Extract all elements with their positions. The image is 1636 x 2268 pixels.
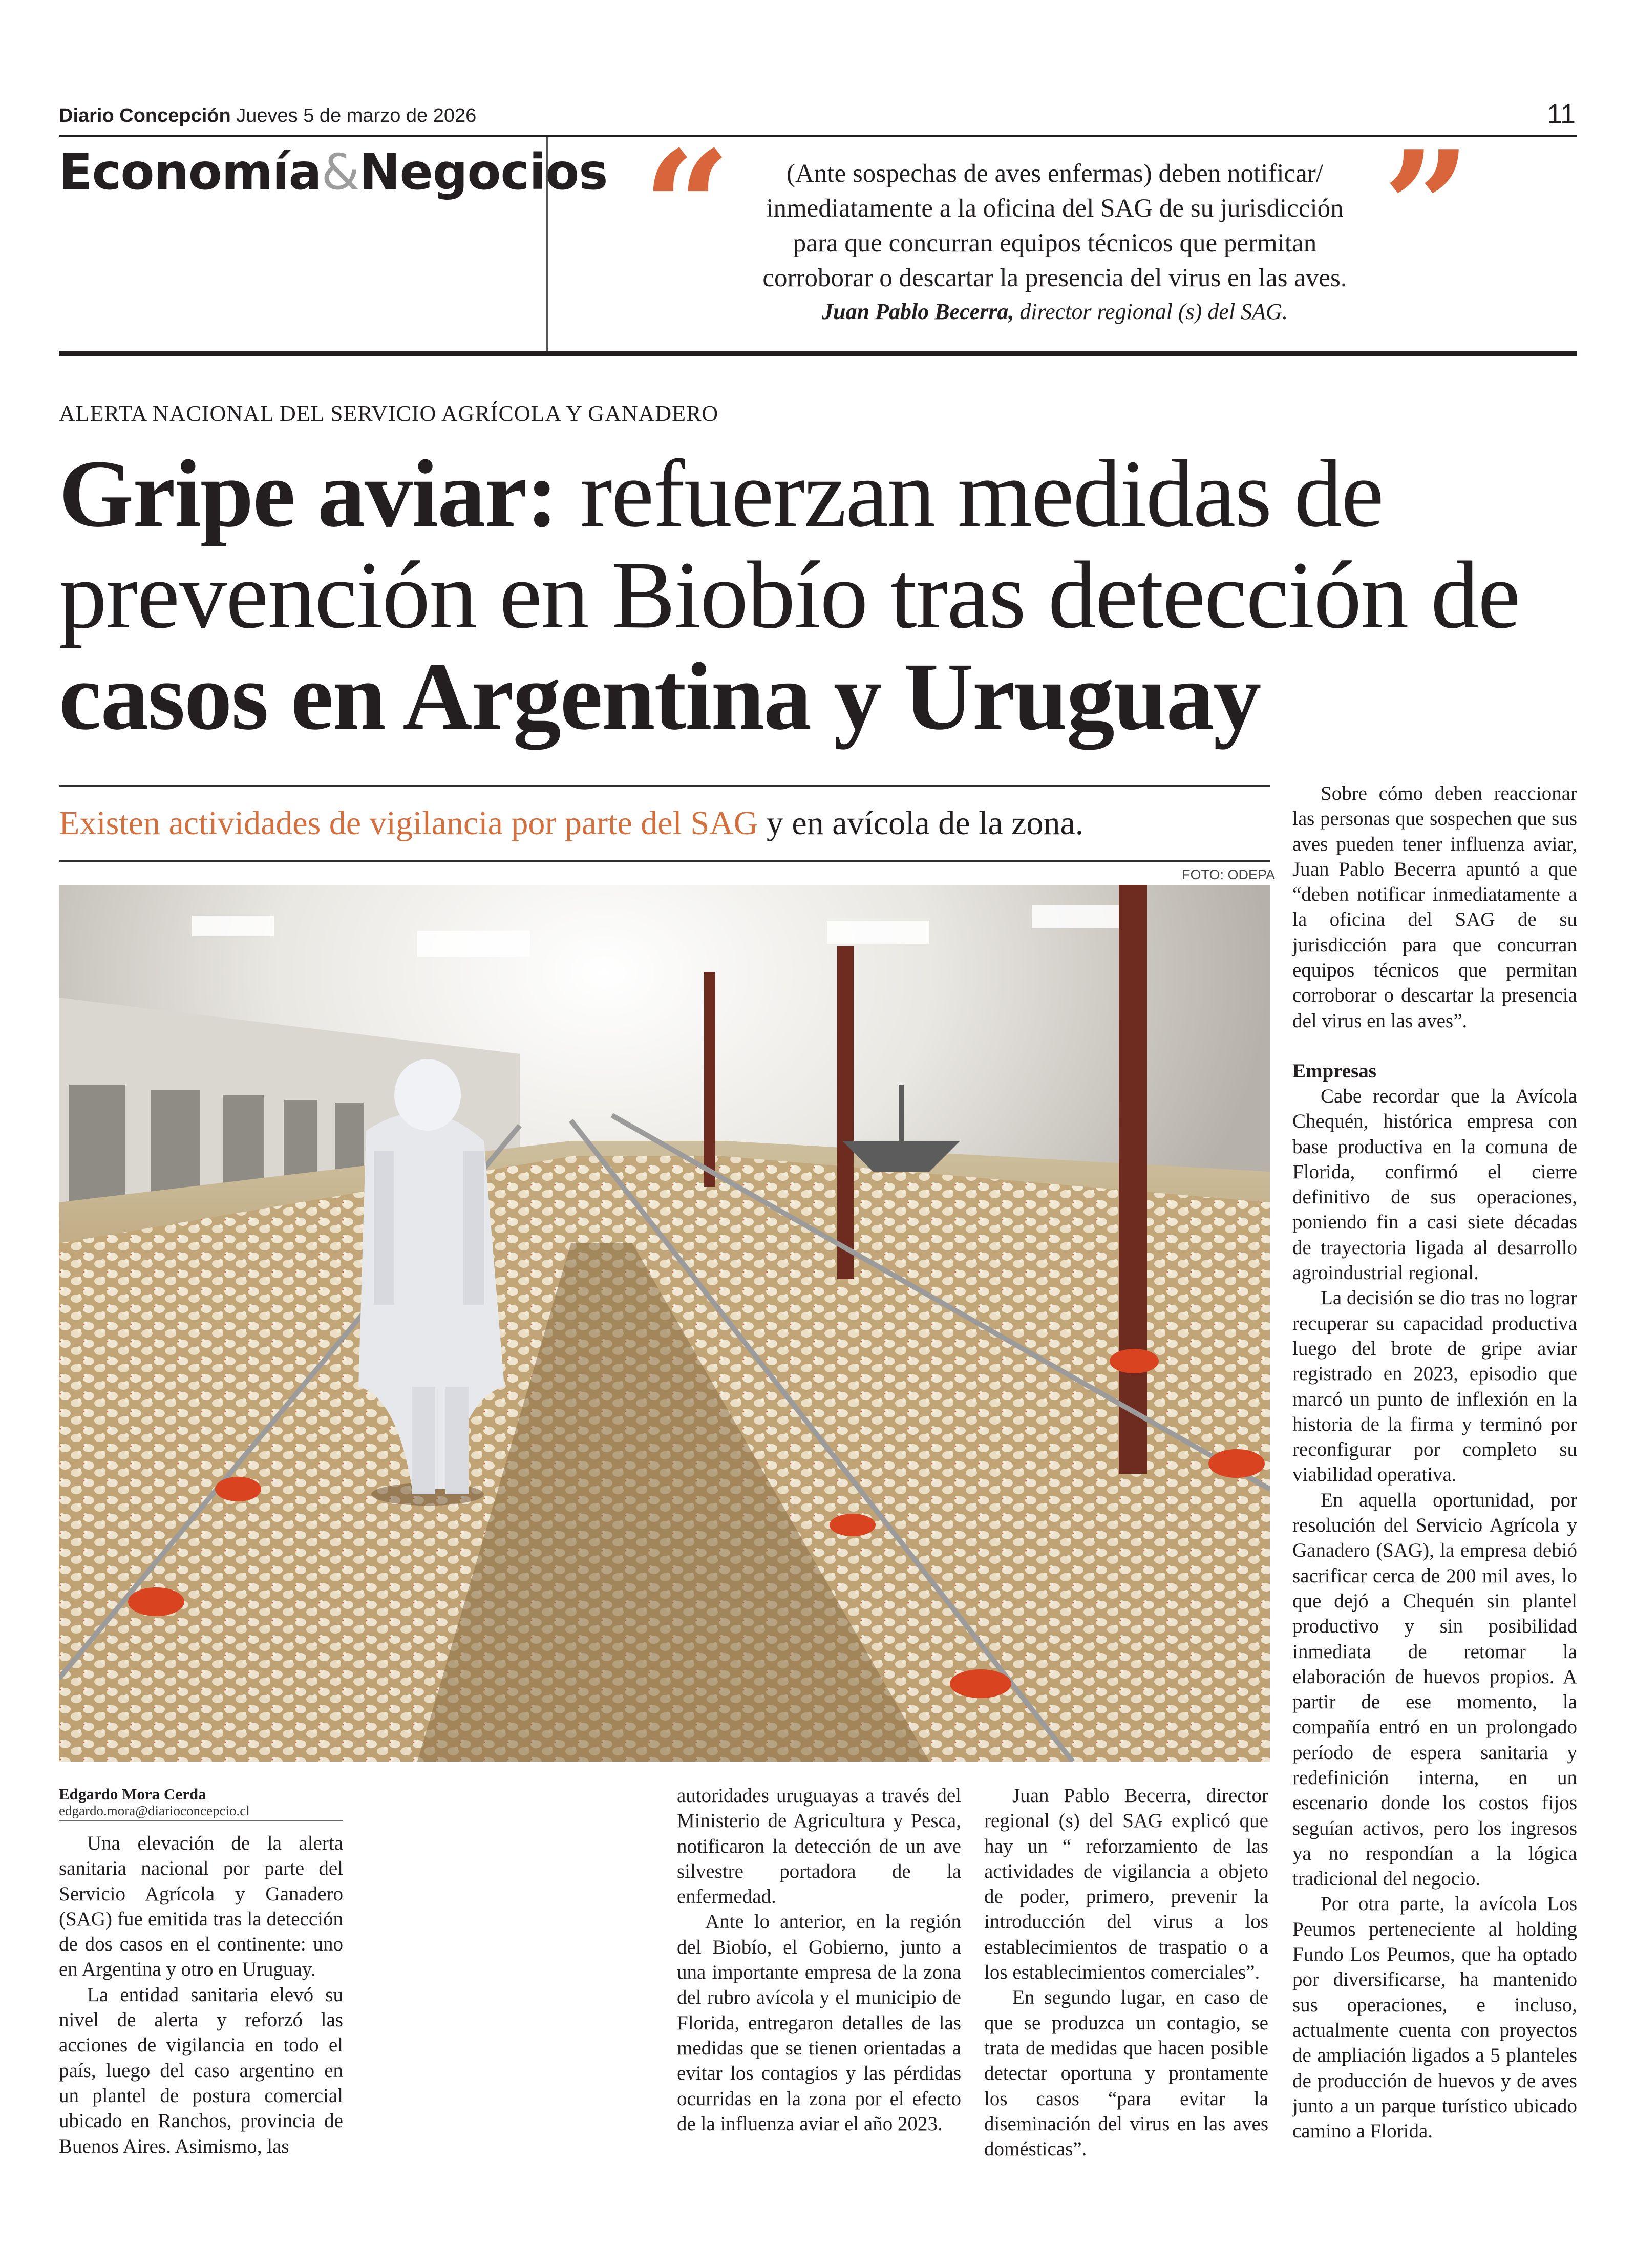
byline-rule	[59, 1820, 343, 1821]
paragraph: Por otra parte, la avícola Los Peumos perteneciente al holding Fundo Los Peumos, que ha optado por diversificarse, ha mantenido sus operaciones, e incluso, actualmente cuenta con proyectos de ampliación ligados a 5 planteles de producción de huevos y de aves junto a un parque turístico ubicado camino a Florida.	[1292, 1893, 1577, 2143]
issue-date: Jueves 5 de marzo de 2026	[236, 105, 477, 126]
pull-quote-line: (Ante sospechas de aves enfermas) deben notificar/	[787, 159, 1323, 188]
paragraph: Ante lo anterior, en la región del Biobío, el Gobierno, junto a una importante empresa de la zona del rubro avícola y el municipio de Florida, entregaron detalles de las medidas que se tienen orientadas a evitar los contagios y las pérdidas ocurridas en la zona por el efecto de la influenza aviar el año 2023.	[677, 1911, 961, 2135]
section-ampersand: &	[321, 143, 359, 201]
spacer	[1292, 1033, 1577, 1058]
paragraph: La decisión se dio tras no lograr recuperar su capacidad productiva luego del brote de gripe aviar registrado en 2023, episodio que marcó un punto de inflexión en la historia de la firma y terminó por reconfigurar por completo su viabilidad operativa.	[1292, 1287, 1577, 1486]
paragraph: autoridades uruguayas a través del Ministerio de Agricultura y Pesca, notificaron la detección de un ave silvestre portadora de la enfermedad.	[677, 1785, 961, 1908]
pull-quote-line: corroborar o descartar la presencia del virus en las aves.	[762, 264, 1347, 292]
author-name: Edgardo Mora Cerda	[59, 1785, 206, 1803]
deck-rule-top	[59, 785, 1270, 787]
headline-bold-lead: Gripe aviar:	[59, 440, 558, 547]
close-quote-icon: ”	[1383, 117, 1471, 298]
poultry-shed-photo	[59, 885, 1270, 1762]
header-rule	[59, 135, 1577, 137]
paragraph: Sobre cómo deben reaccionar las personas que sospechen que sus aves pueden tener influenza aviar, Juan Pablo Becerra apuntó a que “deben notificar inmediatamente a la oficina del SAG de su jurisdicción para que concurran equipos técnicos que permitan corroborar o descartar la presencia del virus en las aves”.	[1292, 782, 1577, 1032]
body-column-3	[984, 1783, 1268, 2161]
paragraph: La entidad sanitaria elevó su nivel de alerta y reforzó las acciones de vigilancia en todo el país, luego del caso argentino en un plantel de postura comercial ubicado en Ranchos, provincia de Buenos Aires. Asimismo, las	[59, 1983, 343, 2157]
pull-quote-line: inmediatamente a la oficina del SAG de su jurisdicción	[766, 194, 1344, 223]
section-title-negocios: Negocios	[359, 143, 608, 201]
paragraph: Cabe recordar que la Avícola Chequén, histórica empresa con base productiva en la comuna de Florida, confirmó el cierre definitivo de sus operaciones, poniendo fin a casi siete décadas de trayectoria ligada al desarrollo agroindustrial regional.	[1292, 1085, 1577, 1284]
pull-quote-line: para que concurran equipos técnicos que permitan	[793, 229, 1317, 258]
newspaper-name: Diario Concepción	[59, 105, 231, 126]
pull-quote	[722, 156, 1388, 328]
folio-line	[59, 105, 476, 127]
deck-rule-bottom	[59, 860, 1270, 862]
author-email: edgardo.mora@diarioconcepcio.cl	[59, 1803, 250, 1818]
deck-rest: y en avícola de la zona.	[758, 804, 1084, 842]
pull-quote-author: Juan Pablo Becerra,	[822, 299, 1014, 324]
pull-quote-attribution	[722, 295, 1388, 328]
page-number: 11	[1546, 99, 1576, 130]
deck-highlight: Existen actividades de vigilancia por parte del SAG	[59, 804, 758, 842]
body-column-4	[1292, 781, 1577, 2144]
header-thick-rule	[59, 351, 1577, 356]
body-column-2	[677, 1783, 961, 2136]
subhead-empresas: Empresas	[1292, 1059, 1376, 1082]
byline	[59, 1786, 343, 1819]
kicker: ALERTA NACIONAL DEL SERVICIO AGRÍCOLA Y GANADERO	[59, 401, 719, 426]
paragraph: Una elevación de la alerta sanitaria nacional por parte del Servicio Agrícola y Ganadero (SAG) fue emitida tras la detección de dos casos en el continente: uno en Argentina y otro en Uruguay.	[59, 1832, 343, 1981]
pull-quote-role: director regional (s) del SAG.	[1014, 299, 1288, 324]
deck	[59, 804, 1083, 843]
paragraph: Juan Pablo Becerra, director regional (s) del SAG explicó que hay un “ reforzamiento de las actividades de vigilancia a objeto de poder, primero, prevenir la introducción del virus a los establecimientos de traspatio o a los establecimientos comerciales”.	[984, 1785, 1268, 1984]
headline-bold-tail: casos en Argentina y Uruguay	[59, 643, 1261, 750]
section-title-economia: Economía	[59, 143, 322, 201]
paragraph: En aquella oportunidad, por resolución del Servicio Agrícola y Ganadero (SAG), la empresa debió sacrificar cerca de 200 mil aves, lo que dejó a Chequén sin plantel productivo y sin posibilidad inmediata de retomar la elaboración de huevos propios. A partir de ese momento, la compañía entró en un prolongado período de espera sanitaria y redefinición interna, en un escenario donde los costos fijos seguían activos, pero los ingresos ya no respondían a la lógica tradicional del negocio.	[1292, 1489, 1577, 1890]
headline-light: refuerzan medidas de prevención en Biobío tras detección de	[59, 440, 1520, 648]
body-column-1	[59, 1831, 343, 2159]
section-title	[59, 143, 607, 201]
photo-credit: FOTO: ODEPA	[1182, 867, 1276, 882]
paragraph: En segundo lugar, en caso de que se produzca un contagio, se trata de medidas que hacen posible detectar oportuna y prontamente los casos “para evitar la diseminación del virus en las aves domésticas”.	[984, 1986, 1268, 2160]
headline	[59, 440, 1523, 750]
open-quote-icon: “	[643, 117, 731, 298]
